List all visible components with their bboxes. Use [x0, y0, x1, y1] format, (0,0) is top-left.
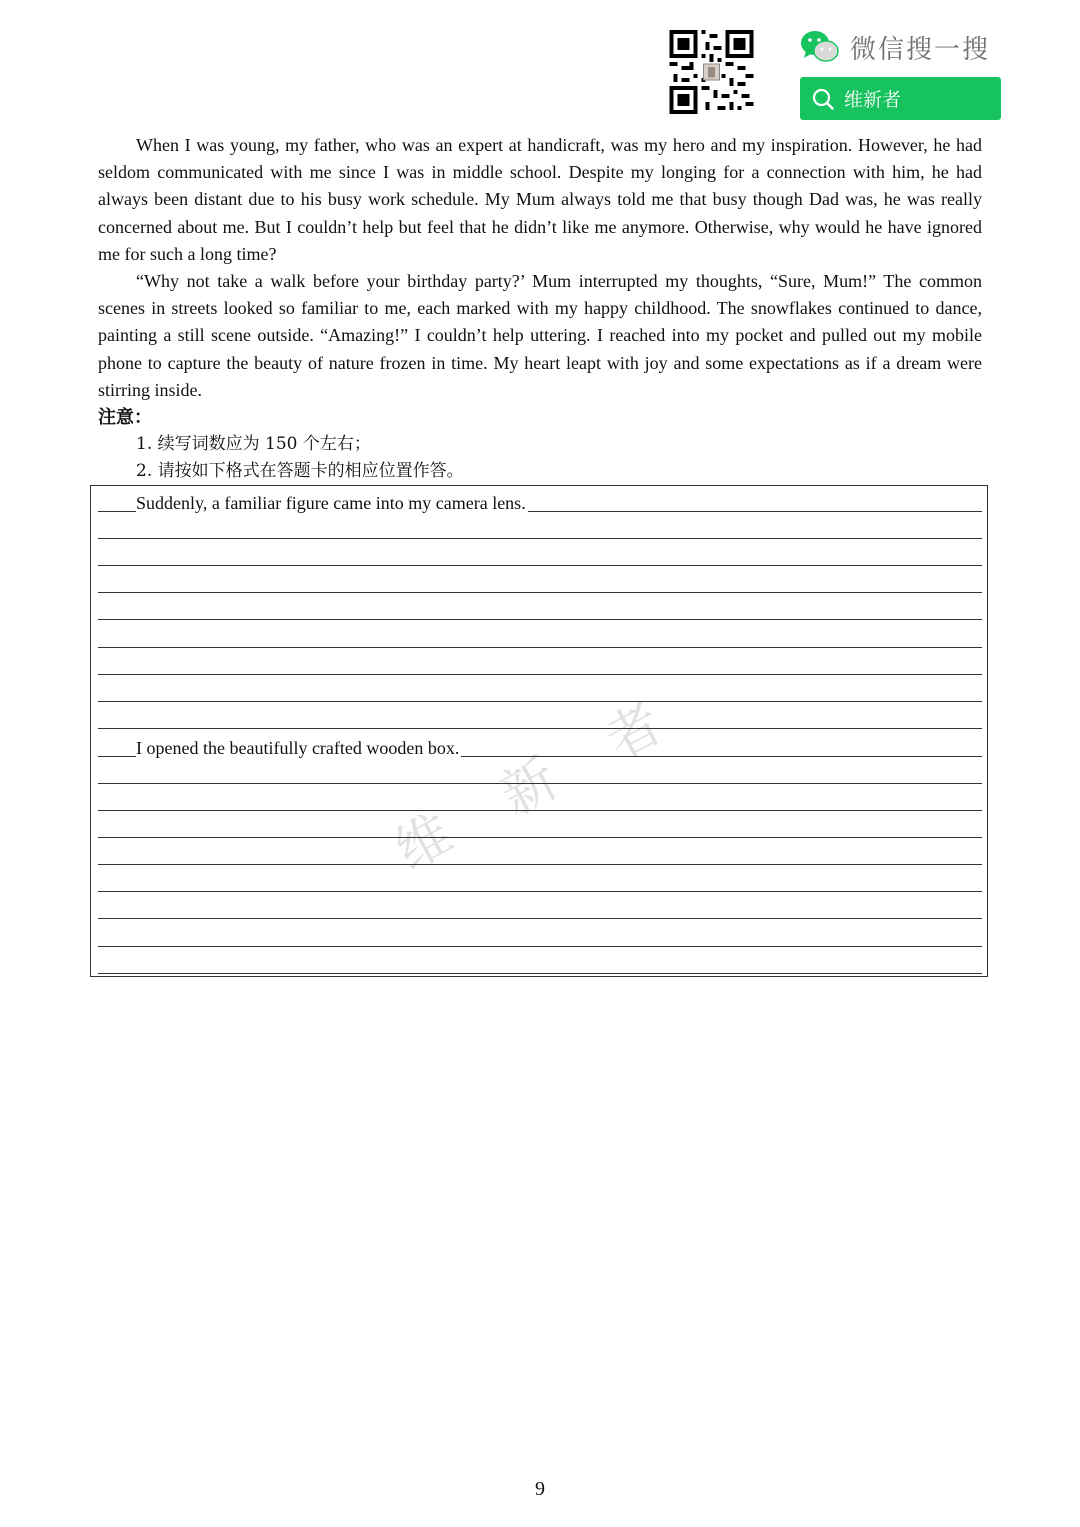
- writing-line[interactable]: [98, 810, 982, 811]
- continuation-prompt-2: I opened the beautifully crafted wooden box.: [136, 738, 460, 758]
- writing-line[interactable]: [98, 674, 982, 675]
- writing-line[interactable]: [98, 538, 982, 539]
- qr-code-icon: [669, 30, 754, 114]
- writing-line[interactable]: [98, 973, 982, 974]
- note-item: 2. 请按如下格式在答题卡的相应位置作答。: [136, 461, 464, 481]
- passage-paragraph: When I was young, my father, who was an expert at handicraft, was my hero and my inspiration. However, he had seldom communicated with me since I was in middle school. Despite my longing for a connection with him, he had always been distant due to his busy work schedule. My Mum always told me that busy though Dad was, he was really concerned about me. But I couldn’t help but feel that he didn’t like me anymore. Otherwise, why would he have ignored me for such a long time?: [98, 135, 982, 264]
- writing-line[interactable]: [98, 701, 982, 702]
- writing-line[interactable]: [98, 728, 982, 729]
- search-icon: [812, 88, 834, 110]
- wechat-title: 微信搜一搜: [850, 34, 991, 65]
- page-number: 9: [535, 1478, 545, 1500]
- search-label: 维新者: [844, 89, 902, 111]
- watermark-char: 新: [490, 746, 568, 828]
- writing-line[interactable]: [98, 891, 982, 892]
- wechat-search-header: [800, 28, 990, 66]
- writing-line[interactable]: [98, 946, 982, 947]
- writing-line[interactable]: [98, 592, 982, 593]
- writing-line[interactable]: [98, 864, 982, 865]
- search-button[interactable]: [800, 77, 1001, 120]
- note-item: 1. 续写词数应为 150 个左右；: [136, 434, 371, 454]
- continuation-prompt-1: Suddenly, a familiar figure came into my camera lens.: [136, 493, 526, 513]
- writing-line[interactable]: [98, 619, 982, 620]
- writing-line[interactable]: [98, 647, 982, 648]
- writing-line[interactable]: [98, 783, 982, 784]
- wechat-logo-icon: [800, 29, 840, 65]
- writing-line[interactable]: [98, 565, 982, 566]
- notes-heading: 注意：: [98, 407, 152, 428]
- watermark-char: 维: [385, 801, 463, 883]
- answer-box: [90, 485, 988, 977]
- writing-line[interactable]: [98, 837, 982, 838]
- watermark-char: 者: [595, 691, 673, 773]
- writing-line[interactable]: [98, 918, 982, 919]
- passage-paragraph: “Why not take a walk before your birthday party?’ Mum interrupted my thoughts, “Sure, Mum!” The common scenes in streets looked so familiar to me, each marked with my happy childhood. The snowflakes continued to dance, painting a still scene outside. “Amazing!” I couldn’t help uttering. I reached into my pocket and pulled out my mobile phone to capture the beauty of nature frozen in time. My heart leapt with joy and some expectations as if a dream were stirring inside.: [98, 271, 982, 400]
